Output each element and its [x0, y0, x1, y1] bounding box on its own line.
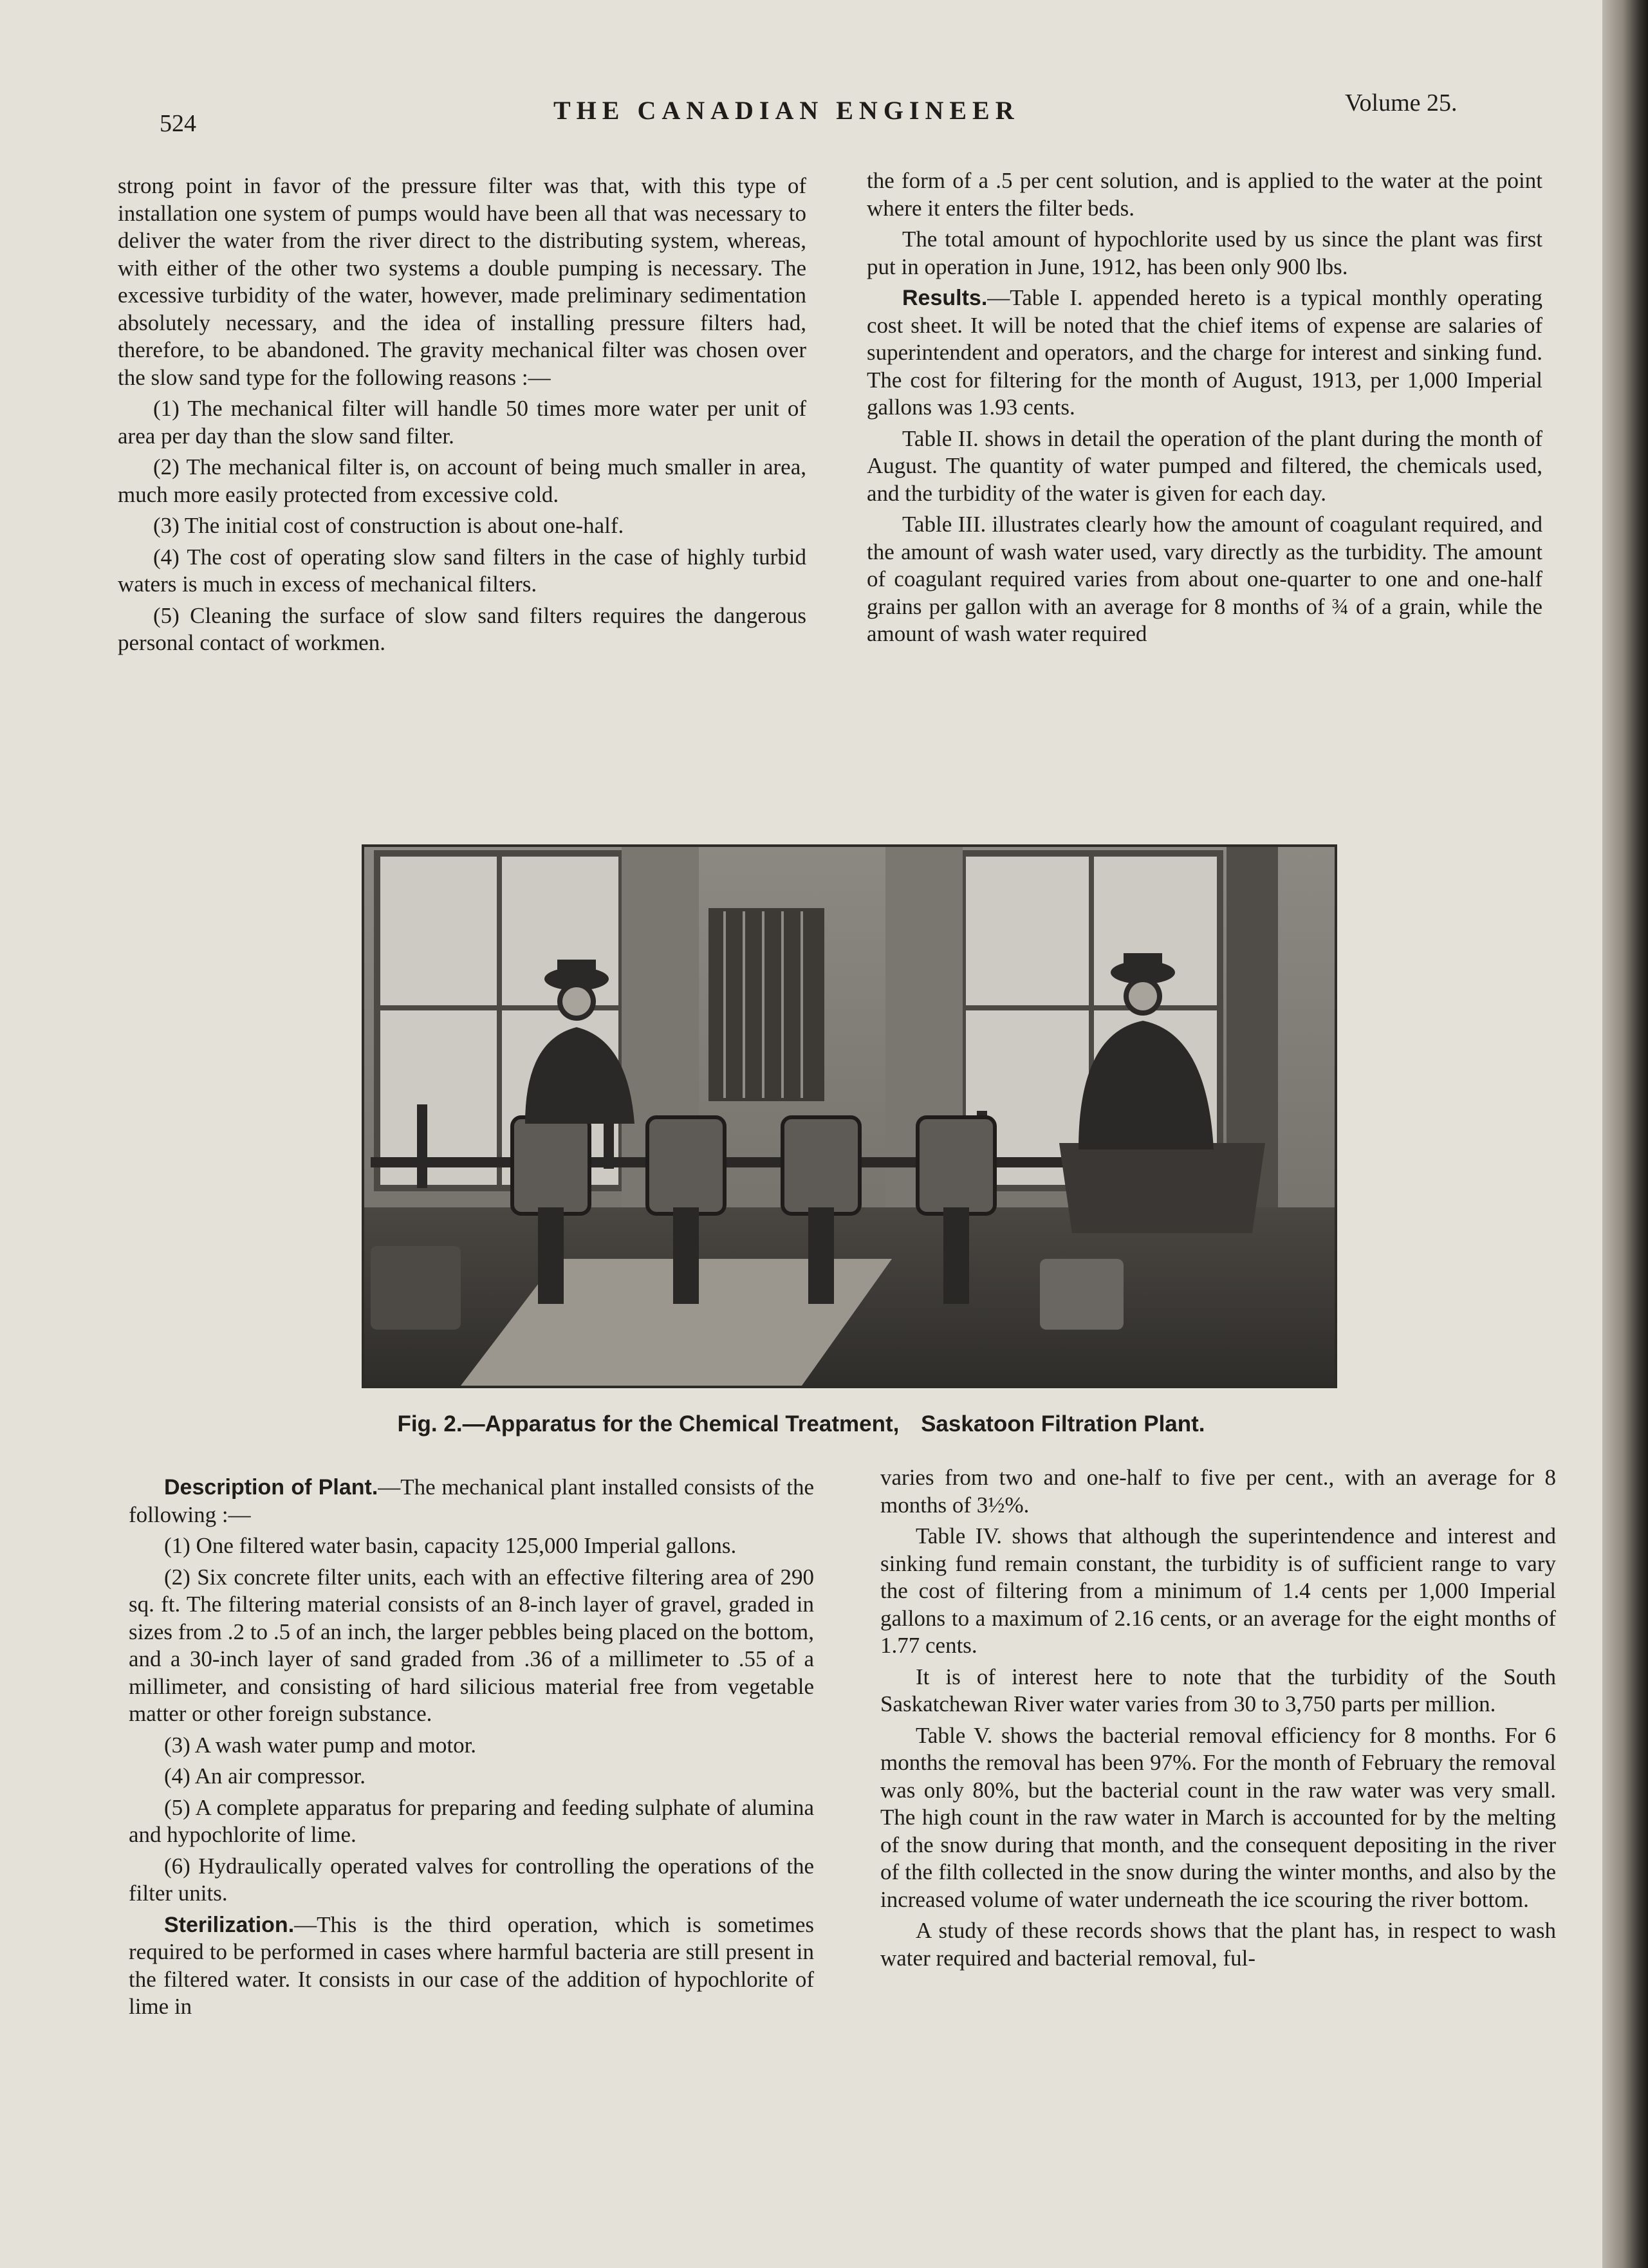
paragraph: Table II. shows in detail the operation of the plant during the month of August. The quantity of water pumped and filtered, the chemicals used, and the turbidity of the water is given for each day. — [867, 425, 1542, 506]
paragraph: varies from two and one-half to five per cent., with an average for 8 months of 3½%. — [880, 1465, 1556, 1518]
reason-3: (3) The initial cost of construction is about one-half. — [153, 513, 624, 538]
results-paragraph — [867, 284, 1542, 422]
binding-gutter — [1602, 0, 1648, 2268]
paragraph: Table IV. shows that although the superintendence and interest and sinking fund remain constant, the turbidity is of sufficient range to vary the cost of filtering from a minimum of 1.4 cents per 1,000 Imperial gallons to a maximum of 2.16 cents, or an average for the eight months of 1.77 cents. — [880, 1523, 1556, 1658]
photo-illustration — [364, 847, 1335, 1386]
caption-part-a: Fig. 2.—Apparatus for the Chemical Treatment, — [397, 1411, 900, 1436]
page-number: 524 — [160, 110, 196, 137]
plant-item-2: (2) Six concrete filter units, each with an effective filtering area of 290 sq. ft. The filtering material consists of an 8-inch layer of gravel, graded in sizes from .2 to .5 of an inch, the larger pebbles being placed on the bottom, and a 30-inch layer of sand graded from .36 of a millimeter to .55 of a millimeter, and consisting of hard silicious material free from vegetable matter or other foreign substance. — [129, 1564, 814, 1726]
plant-item-1: (1) One filtered water basin, capacity 125,000 Imperial gallons. — [164, 1533, 737, 1558]
description-heading: Description of Plant. — [164, 1475, 378, 1500]
description-paragraph — [129, 1474, 814, 1529]
paragraph: It is of interest here to note that the turbidity of the South Saskatchewan River water varies from 30 to 3,750 parts per million. — [880, 1664, 1556, 1716]
paragraph: A study of these records shows that the plant has, in respect to wash water required and bacterial removal, ful- — [880, 1918, 1556, 1971]
sterilization-paragraph — [129, 1911, 814, 2021]
page-header — [0, 84, 1602, 135]
journal-title: THE CANADIAN ENGINEER — [553, 96, 1020, 125]
column-top-left — [118, 172, 806, 661]
figure-caption — [0, 1411, 1602, 1437]
reason-1: (1) The mechanical filter will handle 50 times more water per unit of area per day than the slow sand filter. — [118, 396, 806, 449]
sterilization-heading: Sterilization. — [164, 1912, 295, 1937]
reason-2: (2) The mechanical filter is, on account of being much smaller in area, much more easily protected from excessive cold. — [118, 454, 806, 507]
plant-item-3: (3) A wash water pump and motor. — [164, 1732, 477, 1758]
caption-part-b: Saskatoon Filtration Plant. — [921, 1411, 1205, 1436]
results-text: —Table I. appended hereto is a typical monthly operating cost sheet. It will be noted that the chief items of expense are salaries of superintendent and operators, and the charge for interest and sinking fund. The cost for filtering for the month of August, 1913, per 1,000 Imperial gallons was 1.93 cents. — [867, 285, 1542, 420]
paragraph: the form of a .5 per cent solution, and is applied to the water at the point where it enters the filter beds. — [867, 168, 1542, 221]
paragraph: Table III. illustrates clearly how the amount of coagulant required, and the amount of wash water used, vary directly as the turbidity. The amount of coagulant required varies from about one-quarter to one and one-half grains per gallon with an average for 8 months of ¾ of a grain, while the amount of wash water required — [867, 512, 1542, 646]
results-heading: Results. — [902, 286, 988, 310]
reason-4: (4) The cost of operating slow sand filters in the case of highly turbid waters is much in excess of mechanical filters. — [118, 544, 806, 597]
plant-item-5: (5) A complete apparatus for preparing and feeding sulphate of alumina and hypochlorite of lime. — [129, 1794, 814, 1847]
paragraph: The total amount of hypochlorite used by us since the plant was first put in operation in June, 1912, has been only 900 lbs. — [867, 227, 1542, 279]
column-bottom-right — [880, 1464, 1556, 1976]
description-text: —The mechanical plant installed consists of the following :— — [129, 1474, 814, 1527]
volume-label: Volume 25. — [1345, 89, 1458, 116]
plant-item-4: (4) An air compressor. — [164, 1763, 366, 1789]
plant-item-6: (6) Hydraulically operated valves for controlling the operations of the filter units. — [129, 1853, 814, 1906]
paragraph: Table V. shows the bacterial removal efficiency for 8 months. For 6 months the removal has been 97%. For the month of February the removal was only 80%, but the bacterial count in the raw water was very small. The high count in the raw water in March is accounted for by the melting of the snow during that month, and the consequent depositing in the river of the filth collected in the snow during the winter months, and also by the increased volume of water underneath the ice scouring the river bottom. — [880, 1722, 1556, 1912]
column-top-right — [867, 167, 1542, 652]
figure-photo — [362, 844, 1337, 1388]
sterilization-text: —This is the third operation, which is sometimes required to be performed in cases where harmful bacteria are still present in the filtered water. It consists in our case of the addition of hypochlorite of lime in — [129, 1911, 814, 2019]
reason-5: (5) Cleaning the surface of slow sand filters requires the dangerous personal contact of workmen. — [118, 602, 806, 655]
paragraph: strong point in favor of the pressure filter was that, with this type of installation one system of pumps would have been all that was necessary to deliver the water from the river direct to the distributing system, whereas, with either of the other two systems a double pumping is necessary. The excessive turbidity of the water, however, made preliminary sedimentation absolutely necessary, and the idea of installing pressure filters had, therefore, to be abandoned. The gravity mechanical filter was chosen over the slow sand type for the following reasons :— — [118, 173, 806, 390]
column-bottom-left — [129, 1474, 814, 2025]
